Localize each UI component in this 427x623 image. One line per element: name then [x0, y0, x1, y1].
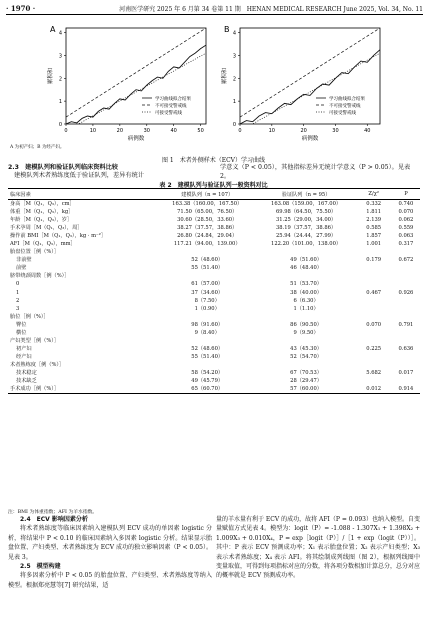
table-cell-name: 体重［M（Q₁，Q₃），kg］	[10, 209, 74, 216]
section-2-5-title: 2.5 模型构建	[20, 563, 61, 571]
table-cell-a: 52（48.60）	[191, 257, 224, 264]
table-cell-b: 49（51.60）	[290, 257, 322, 264]
table-row	[8, 200, 420, 209]
table-cell-p	[392, 280, 420, 288]
y-tick-label: 4	[58, 30, 62, 37]
y-tick-label: 3	[58, 53, 62, 60]
table-cell-b: 163.08（159.00，167.00）	[271, 201, 342, 208]
table-cell-name: 0	[16, 281, 20, 288]
table-cell-b: 122.20（101.00，138.00）	[271, 241, 342, 248]
table-cell-z	[356, 280, 392, 288]
section-2-3-text-left: 建模队列术者熟练度低于验证队列，差异有统计	[14, 172, 144, 179]
table-cell-a: 71.50（65.00，76.50）	[177, 209, 238, 216]
table-cell-z	[356, 377, 392, 385]
col-header-factor: 临床因素	[8, 189, 158, 200]
table-cell-b: 67（70.53）	[290, 370, 322, 376]
table-cell-name: 手术孕周［M（Q₁，Q₃），周］	[10, 225, 83, 232]
table-cell-z	[356, 361, 392, 369]
y-tick-label: 4	[232, 30, 236, 37]
table-cell-name: 胎盘位置［例（%）］	[10, 249, 60, 256]
panel-label: B	[224, 25, 230, 34]
table-cell-z	[356, 272, 392, 280]
model-formula-text: 量的羊水量有利于 ECV 的成功，故将 AFI（P = 0.093）也纳入模型。自变量赋值方式见表 4。模型为：logit（P）= -1.088 - 1.307X₁ + 1.398X₂ + 1.009X₃ + 0.010X₄，P = exp［logit（P）］/［1 + exp（logit（P））］。其中：P 表示 ECV 预测成功率；X₁ 表示胎盘位置；X₂ 表示产妇类型；X₃ 表示术者熟练度；X₄ 表示 AFI。将其绘制成列线图（图 2），根据列线图中变量取值，可得到每项指标对应的分数，将各项分数相加计算总分，总分对应的概率就是 ECV 预测成功率。	[216, 516, 421, 580]
x-tick-label: 30	[143, 128, 150, 134]
table-cell-a: 117.21（94.00，139.00）	[173, 241, 241, 248]
x-tick-label: 10	[268, 128, 276, 134]
table-cell-p: 0.914	[392, 385, 420, 394]
table-cell-name: 操作前 BMI［M（Q₁，Q₃），kg · m⁻²］	[10, 233, 107, 240]
table-row	[8, 232, 420, 240]
table-cell-p: 0.636	[398, 345, 414, 352]
series-line-0	[240, 50, 380, 124]
table-cell-b: 38（40.00）	[290, 289, 322, 296]
table-row	[8, 280, 420, 288]
y-tick-label: 2	[232, 76, 236, 83]
table-row	[8, 345, 420, 353]
col-header-modeling: 建模队列（n = 107）	[158, 189, 257, 200]
section-2-3-text-right: 学意义（P < 0.05），其他指标差异无统计学意义（P > 0.05）。见表 2。	[220, 164, 411, 180]
col-header-validation: 验证队列（n = 95）	[257, 189, 356, 200]
table-cell-b	[257, 361, 356, 369]
y-tick-label: 1	[232, 99, 236, 106]
table-cell-p	[392, 337, 420, 345]
table-cell-b	[257, 313, 356, 321]
table-cell-a: 52（48.60）	[191, 345, 224, 352]
x-tick-label: 50	[197, 128, 204, 134]
x-axis-label: 病例数	[127, 136, 145, 142]
table-cell-b: 6（6.30）	[293, 297, 319, 304]
table-cell-z	[356, 313, 392, 321]
table-cell-name: 胎位［例（%）］	[10, 313, 49, 320]
table-row	[8, 224, 420, 232]
x-tick-label: 0	[238, 128, 242, 134]
table-cell-name: 初产妇	[16, 345, 32, 352]
table-cell-p	[392, 361, 420, 369]
table-cell-z	[356, 329, 392, 337]
y-tick-label: 3	[232, 53, 236, 60]
table-cell-a: 163.38（160.00，167.50）	[172, 201, 243, 208]
table-row	[8, 248, 420, 256]
table-cell-name: 脐带绕颈周数［例（%）］	[10, 273, 70, 280]
table-cell-p: 0.559	[398, 225, 414, 232]
table-cell-p	[392, 313, 420, 321]
y-tick-label: 2	[58, 76, 62, 83]
table-cell-p: 0.926	[398, 289, 414, 296]
table-cell-name: 臀位	[16, 321, 27, 328]
figure-1	[4, 16, 423, 152]
table-cell-p	[392, 248, 420, 256]
x-tick-label: 20	[116, 128, 124, 134]
table-cell-p: 0.672	[398, 257, 414, 264]
table-cell-a: 1（0.90）	[194, 305, 220, 312]
table-cell-a: 65（60.70）	[158, 385, 257, 394]
legend-entry: 不可接受警戒线	[329, 104, 361, 109]
page-number: · 1970 ·	[6, 3, 36, 13]
table-cell-z: 0.225	[366, 345, 382, 352]
table-cell-name: 术者熟练度［例（%）］	[10, 361, 65, 368]
table-row	[8, 208, 420, 216]
x-axis-label: 病例数	[301, 136, 319, 142]
y-tick-label: 0	[232, 122, 236, 128]
left-column-text	[8, 515, 212, 590]
table-cell-z: 0.070	[366, 321, 382, 328]
table-row	[8, 377, 420, 385]
table-cell-p: 0.062	[398, 217, 414, 224]
table-cell-a	[158, 248, 257, 256]
table-cell-b: 28（29.47）	[290, 378, 322, 385]
table-cell-a	[158, 272, 257, 280]
table-cell-b: 43（45.30）	[290, 345, 322, 352]
table-cell-b: 9（9.50）	[293, 329, 319, 336]
table-caption: 表 2 建模队列与验证队列一般资料对比	[159, 182, 268, 189]
table-cell-a: 9（8.40）	[194, 329, 220, 336]
table-cell-b: 46（48.40）	[290, 265, 322, 272]
x-tick-label: 20	[300, 128, 307, 134]
x-tick-label: 40	[364, 128, 371, 134]
table-cell-z: 0.467	[366, 289, 382, 296]
table-cell-b	[257, 248, 356, 256]
right-column-text	[216, 515, 420, 581]
x-tick-label: 0	[64, 128, 68, 134]
running-header	[6, 2, 423, 15]
table-cell-p	[392, 353, 420, 361]
table-cell-z	[356, 297, 392, 305]
series-line-0	[66, 45, 206, 124]
table-row	[8, 297, 420, 305]
table-cell-z: 1.857	[366, 233, 382, 240]
table-cell-z: 1.001	[366, 241, 382, 248]
table-cell-name: 产妇类型［例（%）］	[10, 337, 60, 344]
table-cell-p	[392, 272, 420, 280]
y-tick-label: 1	[58, 99, 62, 106]
table-row	[8, 305, 420, 313]
table-cell-name: 年龄［M（Q₁，Q₃），岁］	[10, 217, 73, 224]
table-cell-z	[356, 264, 392, 272]
table-cell-a: 30.60（28.50，33.60）	[177, 217, 238, 224]
table-cell-z	[356, 248, 392, 256]
legend-entry: 可接受警戒线	[329, 111, 356, 116]
table-cell-p	[392, 264, 420, 272]
table-cell-b: 57（60.00）	[257, 385, 356, 394]
table-row	[8, 385, 420, 394]
series-line-2	[240, 53, 380, 131]
series-line-2	[66, 53, 206, 131]
table-cell-a	[158, 313, 257, 321]
table-cell-b: 1（1.10）	[293, 305, 319, 312]
x-tick-label: 30	[332, 128, 339, 134]
table-cell-b: 51（53.70）	[290, 281, 322, 288]
table-cell-z: 0.585	[366, 225, 382, 232]
y-axis-label: 累积和	[222, 67, 228, 85]
comparison-table	[8, 188, 420, 394]
plot-frame	[66, 28, 206, 124]
table-row	[8, 369, 420, 377]
table-cell-z: 2.139	[366, 217, 382, 224]
table-cell-a: 49（45.79）	[191, 378, 224, 385]
table-row	[8, 337, 420, 345]
figure-caption: 图 1 术者外侧样术（ECV）学习曲线	[161, 157, 266, 164]
table-cell-name: 技术稳定	[16, 370, 37, 376]
table-cell-a	[158, 361, 257, 369]
table-cell-a	[158, 337, 257, 345]
journal-info: 河南医学研究 2025 年 6 月第 34 卷第 11 期 HENAN MEDICAL RESEARCH June 2025, Vol. 34, No. 11	[119, 5, 423, 13]
table-cell-name: 1	[16, 289, 20, 296]
table-cell-b	[257, 337, 356, 345]
table-row	[8, 313, 420, 321]
table-cell-p: 0.070	[398, 209, 414, 216]
section-2-4-title: 2.4 ECV 影响因素分析	[20, 516, 88, 523]
table-cell-a: 98（91.60）	[191, 321, 224, 328]
table-cell-p: 0.317	[398, 241, 414, 248]
table-cell-z	[356, 305, 392, 313]
table-row	[8, 240, 420, 248]
table-cell-b: 86（90.50）	[290, 321, 322, 328]
table-cell-a: 26.80（24.84，29.04）	[177, 233, 238, 240]
table-cell-a: 55（51.40）	[191, 265, 224, 272]
table-cell-name: 横位	[16, 329, 27, 336]
table-cell-name: 技术缺乏	[16, 378, 37, 385]
panel-label: A	[50, 25, 56, 34]
table-cell-b: 52（54.70）	[290, 353, 322, 360]
table-cell-name: 非前壁	[16, 257, 32, 264]
table-row	[8, 272, 420, 280]
legend-entry: 学习曲线拟合结果	[155, 97, 191, 102]
y-axis-label: 累积和	[48, 67, 54, 85]
table-cell-name: 身高［M（Q₁，Q₃），cm］	[10, 201, 75, 208]
table-row	[8, 329, 420, 337]
table-row	[8, 216, 420, 224]
table-cell-p: 0.017	[398, 370, 414, 376]
table-cell-z: 5.682	[366, 370, 382, 376]
section-2-5-text: 将多因素分析中 P < 0.05 的胎盘位置、产妇类型、术者熟练度等纳入模型。根据郑亮慧等[7] 研究结果，适	[8, 572, 212, 589]
table-note: 注：BMI 为体重指数；AFI 为羊水指数。	[8, 510, 98, 515]
legend-entry: 可接受警戒线	[155, 111, 182, 116]
section-2-3-title: 2.3 建模队列和验证队列临床资料比较	[8, 164, 118, 171]
legend-entry: 学习曲线拟合结果	[329, 97, 365, 102]
table-row	[8, 321, 420, 329]
col-header-stat: Z/χ²	[356, 189, 392, 200]
table-cell-name: 经产妇	[16, 353, 32, 360]
table-row	[8, 264, 420, 272]
table-cell-a: 8（7.50）	[194, 297, 220, 304]
table-cell-name: 3	[16, 305, 20, 312]
table-cell-a: 38.27（37.57，38.86）	[177, 225, 238, 232]
legend-entry: 不可接受警戒线	[155, 104, 187, 109]
table-cell-a: 58（54.20）	[191, 370, 224, 376]
table-cell-p	[392, 377, 420, 385]
y-tick-label: 0	[58, 122, 62, 128]
table-cell-a: 37（34.60）	[191, 289, 224, 296]
table-cell-z: 0.012	[356, 385, 392, 394]
table-cell-a: 61（57.00）	[191, 281, 224, 288]
table-cell-z: 0.332	[366, 201, 382, 208]
table-cell-p: 0.791	[398, 321, 414, 328]
table-cell-p: 0.063	[398, 233, 414, 240]
table-cell-name: 前壁	[16, 265, 27, 272]
table-cell-p	[392, 329, 420, 337]
table-cell-z: 0.179	[366, 257, 382, 264]
table-header-row	[8, 189, 420, 200]
figure-note: A 为初产妇；B 为经产妇。	[10, 145, 65, 150]
table-row	[8, 289, 420, 297]
table-cell-p	[392, 297, 420, 305]
table-cell-b: 38.19（37.57，38.86）	[276, 225, 337, 232]
table-cell-b: 69.98（64.50，75.50）	[276, 209, 337, 216]
plot-frame	[240, 28, 380, 124]
table-cell-z: 1.811	[366, 209, 382, 216]
table-cell-z	[356, 353, 392, 361]
table-cell-p: 0.740	[398, 201, 414, 208]
table-cell-name: AFI［M（Q₁，Q₃），mm］	[10, 241, 76, 248]
x-tick-label: 10	[89, 128, 97, 134]
table-cell-b: 31.25（29.00，34.00）	[276, 217, 337, 224]
learning-curve-figure	[4, 16, 423, 152]
table-cell-p	[392, 305, 420, 313]
table-cell-b	[257, 272, 356, 280]
table-row	[8, 353, 420, 361]
table-row	[8, 256, 420, 264]
table-cell-z	[356, 337, 392, 345]
table-cell-b: 25.94（24.44，27.99）	[276, 233, 337, 240]
table-cell-a: 55（51.40）	[191, 353, 224, 360]
section-2-4-text: 将术者熟练度等临床因素纳入建模队列 ECV 成功的单因素 logistic 分析，将结果中 P < 0.10 的临床因素纳入多因素 logistic 分析。结果显示胎盘位置、产妇类型、术者熟练度为 ECV 成功的独立影响因素（P < 0.05）。见表 3。	[8, 525, 212, 561]
col-header-p: P	[392, 189, 420, 200]
x-tick-label: 40	[170, 128, 177, 134]
table-cell-name: 手术成功［例（%）］	[8, 385, 158, 394]
table-row	[8, 361, 420, 369]
table-cell-name: 2	[16, 297, 20, 304]
